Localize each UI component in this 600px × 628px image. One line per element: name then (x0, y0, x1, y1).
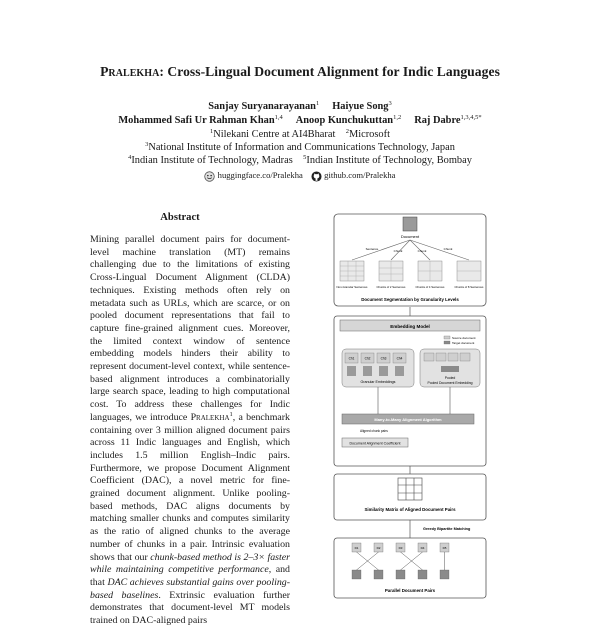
seg-label: Chunk (417, 249, 427, 253)
author-name: Sanjay Suryanarayanan (208, 101, 316, 112)
pooled-vector (441, 366, 459, 372)
affiliations-line-2: $^3$National Institute of Information and Communications Technology, Japan (145, 141, 455, 153)
dac-label: Document Alignment Coefficient (349, 441, 401, 446)
svg-text:Ch3: Ch3 (380, 356, 387, 361)
method-figure (308, 208, 508, 600)
abstract-body: Mining parallel document pairs for document-level machine translation (MT) remains challenging due to the limitations of existing Cross-Lingual Document Alignment (CLDA) techniques. Existing methods often rely on metadata such as URLs, which are scarce, or on pooled document representations that fail to capture fine-grained alignment cues. Moreover, the limited context window of sentence embedding models hinders their ability to represent document-level context, while sentence-based alignment introduces a combinatorially large search space, leading to high computational cost. To address these challenges for Indic languages, we introduce Pralekha$^1$, a benchmark containing over 3 million aligned document pairs across 11 Indic languages and English, which includes 1.5 million English–Indic pairs. Furthermore, we propose Document Alignment Coefficient (DAC), a novel metric for fine-grained document alignment. Unlike pooling-based methods, DAC aligns documents by matching smaller chunks and computes similarity as the ratio of aligned chunks to the average number of chunks in a pair. Intrinsic evaluation shows that our chunk-based method is 2–3× faster while maintaining competitive performance, and that DAC achieves substantial gains over pooling-based baselines. Extrinsic evaluation further demonstrates that document-level MT models trained on DAC-aligned pairs (90, 234, 291, 627)
abstract-heading: Abstract (160, 212, 200, 223)
github-icon (311, 171, 322, 182)
svg-text:D5: D5 (442, 546, 447, 550)
affiliation: Indian Institute of Technology, Madras (131, 155, 293, 166)
svg-text:D1: D1 (354, 546, 359, 550)
pair-documents (352, 543, 449, 579)
seg-label: Sentence (365, 247, 379, 251)
affiliation: National Institute of Information and Communications Technology, Japan (148, 142, 455, 153)
huggingface-link[interactable]: huggingface.co/Pralekha (204, 170, 302, 182)
authors-line-2: Mohammed Safi Ur Rahman Khan$^{1,4}$ Anoop Kunchukuttan$^{1,2}$ Raj Dabre$^{1,3,4,5*}$ (118, 114, 482, 126)
author-name: Anoop Kunchukuttan (295, 115, 394, 126)
document-icon (403, 217, 417, 231)
parallel-caption: Parallel Document Pairs (384, 588, 436, 593)
svg-text:D2: D2 (376, 546, 381, 550)
granularity-label: Non-Granular Sentences (336, 285, 368, 289)
similarity-matrix-icon (398, 478, 422, 500)
svg-text:Ch1: Ch1 (348, 356, 355, 361)
huggingface-icon (204, 171, 215, 182)
affiliation: Nilekani Centre at AI4Bharat (213, 129, 336, 140)
seg-label: Chunk (443, 247, 453, 251)
affiliations-line-3: $^4$Indian Institute of Technology, Madras $^5$Indian Institute of Technology, Bombay (128, 154, 472, 166)
author-name: Haiyue Song (332, 101, 389, 112)
similarity-caption: Similarity Matrix of Aligned Document Pairs (364, 507, 456, 512)
granularity-label: Chunks of 2 Sentences (376, 285, 406, 289)
document-label: Document (400, 234, 420, 239)
authors-line-1: Sanjay Suryanarayanan$^1$ Haiyue Song$^3$ (208, 100, 392, 112)
aligned-label: Aligned chunk pairs (360, 429, 388, 433)
author-name: Mohammed Safi Ur Rahman Khan (118, 115, 275, 126)
segmentation-caption: Document Segmentation by Granularity Levels (361, 297, 459, 302)
title-smallcaps: Pralekha (100, 64, 160, 79)
embedding-model-label: Embedding Model (390, 324, 430, 329)
paper-title (0, 64, 600, 80)
similarity-panel (334, 474, 486, 520)
greedy-label: Greedy Bipartite Matching (423, 527, 471, 531)
title-rest: : Cross-Lingual Document Alignment for Indic Languages (159, 64, 500, 79)
seg-label: Chunk (393, 249, 403, 253)
github-link[interactable]: github.com/Pralekha (311, 170, 396, 182)
granular-caption: Granular Embeddings (360, 380, 396, 384)
granularity-label: Chunks of 4 Sentences (415, 285, 445, 289)
method-diagram (308, 208, 508, 600)
affiliation: Indian Institute of Technology, Bombay (306, 155, 472, 166)
resource-links (0, 170, 600, 182)
pooled-caption: Pooled Document Embedding (427, 381, 473, 385)
pair-links (357, 552, 445, 570)
legend-target: Target document (452, 341, 475, 345)
svg-text:Ch4: Ch4 (396, 356, 403, 361)
svg-text:D4: D4 (420, 546, 425, 550)
dataset-name: Pralekha (190, 411, 230, 423)
pooled-caption-line: Pooled (444, 376, 456, 380)
legend-source: Source document (452, 336, 476, 340)
granularity-label: Chunks of 8 Sentences (454, 285, 484, 289)
affiliation: Microsoft (348, 129, 390, 140)
legend-swatch-target (444, 341, 450, 344)
affiliations-line-1: $^1$Nilekani Centre at AI4Bharat $^2$Microsoft (210, 128, 390, 140)
svg-text:D3: D3 (398, 546, 403, 550)
author-name: Raj Dabre (414, 115, 461, 126)
legend-swatch-source (444, 336, 450, 339)
mma-label: Many-to-Many Alignment Algorithm (374, 417, 442, 422)
svg-text:Ch2: Ch2 (364, 356, 371, 361)
